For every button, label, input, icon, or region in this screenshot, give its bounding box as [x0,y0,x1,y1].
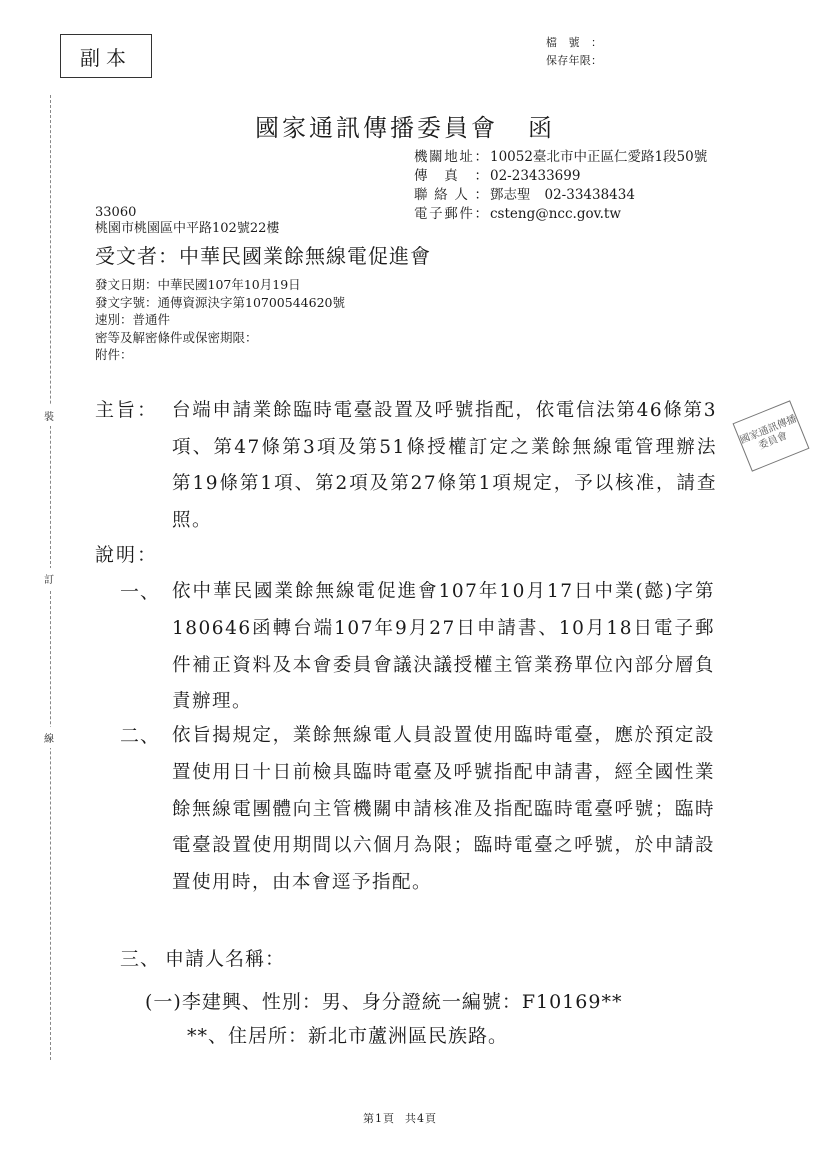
speed-class: 速別：普通件 [95,312,171,327]
subject-label: 主旨： [95,399,159,421]
item-number: 一、 [120,581,161,603]
document-title [255,108,555,143]
item-text: 依旨揭規定，業餘無線電人員設置使用臨時電臺，應於預定設置使用日十日前檢具臨時電臺及呼號指配申請書，經全國性業餘無線電團體向主管機關申請核准及指配臨時電臺呼號；臨時電臺設置使用期間以六個月為限；臨時電臺之呼號，於申請設置使用時，由本會逕予指配。 [172,725,715,894]
security-class: 密等及解密條件或保密期限： [95,329,258,345]
item-text: 依中華民國業餘無線電促進會107年10月17日中業(懿)字第180646函轉台端107年9月27日申請書、10月18日電子郵件補正資料及本會委員會議決議授權主管業務單位內部分層負責辦理。 [172,581,715,713]
contact-person: 鄧志聖 [490,187,531,203]
email-label: 電子郵件： [414,206,488,222]
recipient-address: 桃園市桃園區中平路102號22樓 [95,221,280,236]
recipient-line [95,240,431,269]
subject-text: 台端申請業餘臨時電臺設置及呼號指配，依電信法第46條第3項、第47條第3項及第51條授權訂定之業餘無線電管理辦法第19條第1項、第2項及第27條第1項規定，予以核准，請查照。 [172,400,717,531]
applicant-line-2: **、住居所：新北市蘆洲區民族路。 [187,1025,509,1047]
agency-name: 國家通訊傳播委員會 [255,114,498,142]
recipient-name: 中華民國業餘無線電促進會 [179,244,431,268]
item-number: 二、 [120,725,161,747]
fax-label: 傳真： [414,168,488,184]
binding-mark: 訂 [44,568,54,589]
applicant-line-1: (一)李建興、性別：男、身分證統一編號：F10169** [145,991,623,1013]
copy-stamp: 副本 [60,34,152,78]
page-footer [363,1110,437,1126]
attachment: 附件： [95,347,133,362]
contact-label: 聯絡人： [414,187,488,203]
document-meta [95,276,345,364]
receipt-stamp: 國家通訊傳播委員會 [733,400,810,471]
issue-number: 發文字號：通傳資源決字第10700544620號 [95,294,345,310]
page-total: 共4頁 [405,1112,437,1125]
item-number: 三、 [120,948,161,970]
fax-number: 02-23433699 [490,168,581,184]
retention-label: 保存年限： [546,54,602,67]
binding-mark: 線 [44,727,54,748]
agency-address: 10052臺北市中正區仁愛路1段50號 [490,149,708,165]
recipient-address-block [95,205,279,237]
item-text: 申請人名稱： [165,948,286,970]
postal-code: 33060 [95,205,137,220]
archive-no-label: 檔號： [546,36,602,49]
recipient-label: 受文者： [95,244,179,268]
contact-phone: 02-33438434 [544,187,635,203]
binding-mark: 裝 [44,405,54,426]
doc-type: 函 [528,114,555,142]
page-number: 第1頁 [363,1112,395,1125]
address-label: 機關地址： [414,149,488,165]
contact-block [414,148,707,224]
explanation-label: 說明： [95,544,159,566]
archive-info [546,34,602,70]
issue-date: 發文日期：中華民國107年10月19日 [95,277,301,292]
contact-email[interactable]: csteng@ncc.gov.tw [490,206,621,222]
